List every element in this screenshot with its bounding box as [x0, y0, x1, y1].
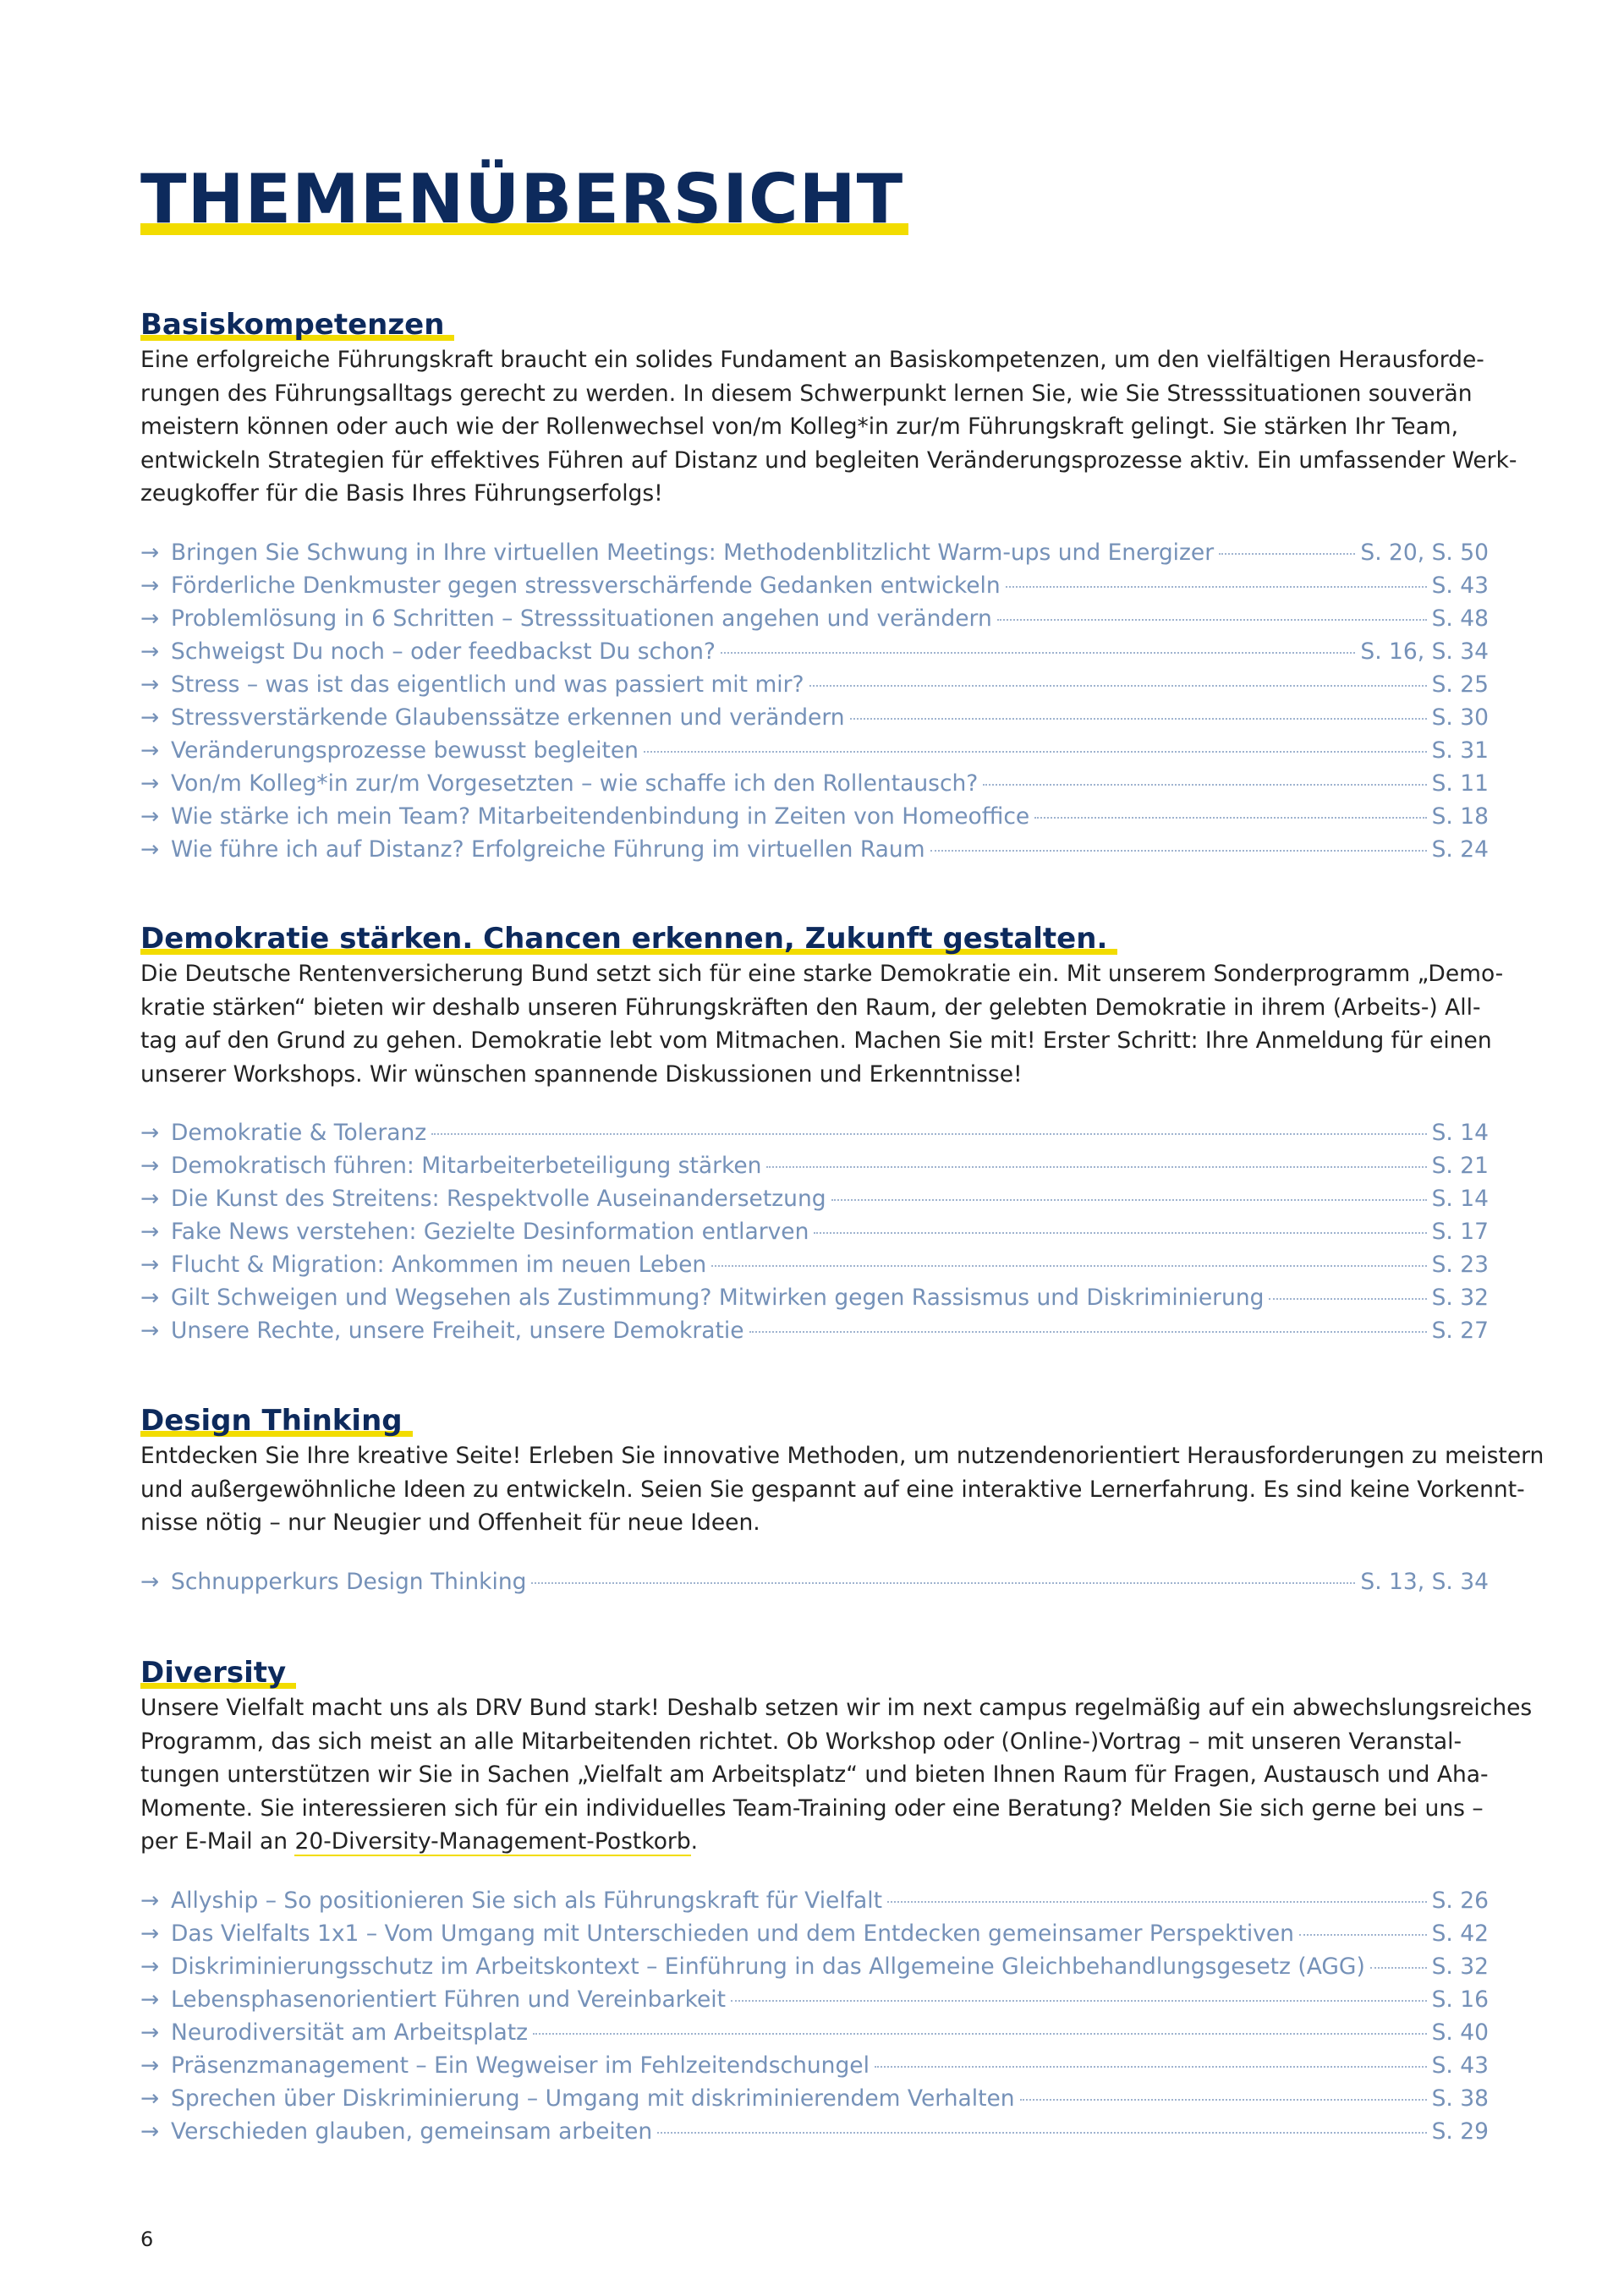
toc-item-label[interactable]: Verschieden glauben, gemeinsam arbeiten	[171, 2118, 653, 2145]
page-title-wrap	[140, 159, 903, 240]
toc-item-page[interactable]: S. 21	[1431, 1153, 1489, 1179]
toc-item-label[interactable]: Veränderungsprozesse bewusst begleiten	[171, 737, 639, 764]
toc-item-label[interactable]: Sprechen über Diskriminierung – Umgang mit diskriminierendem Verhalten	[171, 2085, 1015, 2112]
toc-item-label[interactable]: Schweigst Du noch – oder feedbackst Du schon?	[171, 638, 716, 665]
toc-item[interactable]	[140, 2082, 1489, 2115]
toc-item-page[interactable]: S. 43	[1431, 2052, 1489, 2079]
toc-item-page[interactable]: S. 16, S. 34	[1360, 638, 1489, 665]
page-title: THEMENÜBERSICHT	[140, 160, 904, 238]
arrow-right-icon: →	[140, 1186, 160, 1212]
mail-suffix: .	[690, 1828, 699, 1855]
page-number: 6	[140, 2228, 154, 2251]
dot-leader	[1034, 817, 1426, 819]
toc-item-page[interactable]: S. 40	[1431, 2019, 1489, 2046]
toc-item-label[interactable]: Flucht & Migration: Ankommen im neuen Leben	[171, 1252, 707, 1278]
intro-line: Momente. Sie interessieren sich für ein individuelles Team-Training oder eine Beratung? Melden Sie sich gerne bei uns –	[140, 1795, 1484, 1822]
arrow-right-icon: →	[140, 836, 160, 863]
arrow-right-icon: →	[140, 803, 160, 830]
dot-leader	[814, 1232, 1426, 1234]
arrow-right-icon: →	[140, 1568, 160, 1595]
intro-line: rungen des Führungsalltags gerecht zu werden. In diesem Schwerpunkt lernen Sie, wie Sie Stresssituationen souverän	[140, 380, 1473, 407]
toc-item-page[interactable]: S. 27	[1431, 1318, 1489, 1344]
toc-item-page[interactable]: S. 31	[1431, 737, 1489, 764]
toc-item[interactable]	[140, 734, 1489, 767]
toc-item[interactable]	[140, 833, 1489, 866]
dot-leader	[1269, 1298, 1426, 1300]
arrow-right-icon: →	[140, 2052, 160, 2079]
toc-item[interactable]	[140, 602, 1489, 635]
toc-item[interactable]	[140, 1149, 1489, 1182]
toc-item-label[interactable]: Wie führe ich auf Distanz? Erfolgreiche Führung im virtuellen Raum	[171, 836, 925, 863]
dot-leader	[1006, 586, 1427, 588]
diversity-mail-link[interactable]: 20-Diversity-Management-Postkorb	[294, 1828, 691, 1855]
intro-line: zeugkoffer für die Basis Ihres Führungserfolgs!	[140, 480, 663, 507]
toc-item-page[interactable]: S. 11	[1431, 770, 1489, 797]
dot-leader	[930, 850, 1427, 852]
dot-leader	[531, 1582, 1355, 1584]
intro-line: Unsere Vielfalt macht uns als DRV Bund stark! Deshalb setzen wir im next campus regelmäßig auf ein abwechslungsreiches	[140, 1695, 1533, 1721]
toc-item[interactable]	[140, 1884, 1489, 1917]
toc-list	[140, 536, 1489, 866]
dot-leader	[1020, 2099, 1427, 2101]
toc-item[interactable]	[140, 536, 1489, 569]
intro-line: meistern können oder auch wie der Rollenwechsel von/m Kolleg*in zur/m Führungskraft gelingt. Sie stärken Ihr Team,	[140, 414, 1459, 440]
toc-item[interactable]	[140, 1314, 1489, 1347]
toc-item-page[interactable]: S. 30	[1431, 704, 1489, 731]
intro-line: Entdecken Sie Ihre kreative Seite! Erleben Sie innovative Methoden, um nutzendenorientiert Herausforderungen zu meistern	[140, 1443, 1544, 1469]
dot-leader	[1370, 1967, 1427, 1969]
arrow-right-icon: →	[140, 1285, 160, 1311]
arrow-right-icon: →	[140, 1986, 160, 2013]
intro-line: und außergewöhnliche Ideen zu entwickeln. Seien Sie gespannt auf eine interaktive Lernerfahrung. Es sind keine Vorkennt-	[140, 1476, 1525, 1503]
section-diversity	[140, 1654, 1533, 2148]
toc-item-label[interactable]: Allyship – So positionieren Sie sich als Führungskraft für Vielfalt	[171, 1887, 883, 1914]
toc-item-label[interactable]: Neurodiversität am Arbeitsplatz	[171, 2019, 529, 2046]
toc-item-label[interactable]: Schnupperkurs Design Thinking	[171, 1568, 527, 1595]
toc-item-page[interactable]: S. 16	[1431, 1986, 1489, 2013]
toc-item-label[interactable]: Fake News verstehen: Gezielte Desinformation entlarven	[171, 1219, 809, 1245]
dot-leader	[711, 1265, 1426, 1267]
dot-leader	[766, 1166, 1426, 1168]
arrow-right-icon: →	[140, 1318, 160, 1344]
section-heading-text: Diversity	[140, 1656, 287, 1690]
toc-item-label[interactable]: Lebensphasenorientiert Führen und Vereinbarkeit	[171, 1986, 727, 2013]
section-demokratie	[140, 920, 1504, 1347]
toc-item-page[interactable]: S. 17	[1431, 1219, 1489, 1245]
arrow-right-icon: →	[140, 572, 160, 599]
toc-item[interactable]	[140, 1248, 1489, 1281]
dot-leader	[533, 2033, 1427, 2035]
section-design-thinking	[140, 1402, 1544, 1598]
toc-item-label[interactable]: Präsenzmanagement – Ein Wegweiser im Fehlzeitendschungel	[171, 2052, 870, 2079]
dot-leader	[809, 685, 1427, 687]
toc-list	[140, 1884, 1489, 2148]
arrow-right-icon: →	[140, 1953, 160, 1980]
intro-line: tag auf den Grund zu gehen. Demokratie lebt vom Mitmachen. Machen Sie mit! Erster Schritt: Ihre Anmeldung für einen	[140, 1027, 1492, 1054]
section-basiskompetenzen	[140, 306, 1517, 866]
arrow-right-icon: →	[140, 737, 160, 764]
intro-line: Programm, das sich meist an alle Mitarbeitenden richtet. Ob Workshop oder (Online-)Vortrag – mit unseren Veranstal-	[140, 1728, 1462, 1755]
section-heading-text: Demokratie stärken. Chancen erkennen, Zukunft gestalten.	[140, 922, 1108, 956]
toc-item[interactable]	[140, 1182, 1489, 1215]
toc-item[interactable]	[140, 1215, 1489, 1248]
intro-line: unserer Workshops. Wir wünschen spannende Diskussionen und Erkenntnisse!	[140, 1060, 1023, 1088]
section-heading	[140, 920, 1107, 957]
toc-item-page[interactable]: S. 43	[1431, 572, 1489, 599]
toc-item-page[interactable]: S. 20, S. 50	[1360, 539, 1489, 566]
toc-item-label[interactable]: Problemlösung in 6 Schritten – Stresssituationen angehen und verändern	[171, 605, 992, 632]
toc-item-label[interactable]: Gilt Schweigen und Wegsehen als Zustimmung? Mitwirken gegen Rassismus und Diskriminierung	[171, 1285, 1265, 1311]
toc-item[interactable]	[140, 2016, 1489, 2049]
arrow-right-icon: →	[140, 638, 160, 665]
dot-leader	[997, 619, 1427, 621]
dot-leader	[831, 1199, 1427, 1201]
section-intro	[140, 1691, 1533, 1859]
toc-item-label[interactable]: Demokratisch führen: Mitarbeiterbeteiligung stärken	[171, 1153, 762, 1179]
toc-item[interactable]	[140, 569, 1489, 602]
arrow-right-icon: →	[140, 1920, 160, 1947]
toc-item-label[interactable]: Unsere Rechte, unsere Freiheit, unsere Demokratie	[171, 1318, 744, 1344]
toc-item[interactable]	[140, 1917, 1489, 1950]
toc-item-page[interactable]: S. 48	[1431, 605, 1489, 632]
arrow-right-icon: →	[140, 1120, 160, 1146]
toc-item-page[interactable]: S. 32	[1431, 1285, 1489, 1311]
toc-item-label[interactable]: Wie stärke ich mein Team? Mitarbeitendenbindung in Zeiten von Homeoffice	[171, 803, 1030, 830]
intro-line: nisse nötig – nur Neugier und Offenheit für neue Ideen.	[140, 1510, 760, 1536]
toc-item[interactable]	[140, 2049, 1489, 2082]
dot-leader	[875, 2066, 1427, 2068]
toc-item-label[interactable]: Von/m Kolleg*in zur/m Vorgesetzten – wie schaffe ich den Rollentausch?	[171, 770, 979, 797]
toc-list	[140, 1116, 1489, 1347]
intro-line: kratie stärken“ bieten wir deshalb unseren Führungskräften den Raum, der gelebten Demokratie in ihrem (Arbeits-) All-	[140, 994, 1481, 1021]
dot-leader	[749, 1331, 1427, 1333]
intro-line: Eine erfolgreiche Führungskraft braucht ein solides Fundament an Basiskompetenzen, um den vielfältigen Herausforde-	[140, 347, 1484, 373]
section-intro	[140, 957, 1504, 1091]
toc-item-label[interactable]: Demokratie & Toleranz	[171, 1120, 427, 1146]
toc-item[interactable]	[140, 1950, 1489, 1983]
dot-leader	[431, 1133, 1426, 1135]
toc-item-label[interactable]: Stressverstärkende Glaubenssätze erkennen und verändern	[171, 704, 845, 731]
dot-leader	[731, 2000, 1427, 2002]
toc-item-label[interactable]: Förderliche Denkmuster gegen stressverschärfende Gedanken entwickeln	[171, 572, 1001, 599]
arrow-right-icon: →	[140, 1153, 160, 1179]
arrow-right-icon: →	[140, 2118, 160, 2145]
toc-item-label[interactable]: Diskriminierungsschutz im Arbeitskontext – Einführung in das Allgemeine Gleichbehandlungsgesetz (AGG)	[171, 1953, 1365, 1980]
toc-item-label[interactable]: Die Kunst des Streitens: Respektvolle Auseinandersetzung	[171, 1186, 826, 1212]
dot-leader	[1299, 1934, 1427, 1936]
section-heading-text: Basiskompetenzen	[140, 308, 445, 342]
toc-item[interactable]	[140, 701, 1489, 734]
arrow-right-icon: →	[140, 2019, 160, 2046]
intro-line: Die Deutsche Rentenversicherung Bund setzt sich für eine starke Demokratie ein. Mit unserem Sonderprogramm „Demo-	[140, 961, 1504, 987]
section-heading	[140, 306, 444, 343]
arrow-right-icon: →	[140, 539, 160, 566]
toc-item-page[interactable]: S. 25	[1431, 671, 1489, 698]
dot-leader	[887, 1901, 1427, 1903]
toc-item-page[interactable]: S. 32	[1431, 1953, 1489, 1980]
toc-item-page[interactable]: S. 26	[1431, 1887, 1489, 1914]
toc-item-page[interactable]: S. 18	[1431, 803, 1489, 830]
toc-item[interactable]	[140, 635, 1489, 668]
toc-item-label[interactable]: Bringen Sie Schwung in Ihre virtuellen Meetings: Methodenblitzlicht Warm-ups und Energizer	[171, 539, 1215, 566]
toc-item[interactable]	[140, 767, 1489, 800]
toc-item[interactable]	[140, 1281, 1489, 1314]
section-intro	[140, 343, 1517, 511]
intro-line: tungen unterstützen wir Sie in Sachen „Vielfalt am Arbeitsplatz“ und bieten Ihnen Raum für Fragen, Austausch und Aha-	[140, 1762, 1489, 1788]
dot-leader	[644, 751, 1427, 753]
section-heading-text: Design Thinking	[140, 1404, 403, 1438]
toc-item[interactable]	[140, 800, 1489, 833]
toc-list	[140, 1565, 1489, 1598]
arrow-right-icon: →	[140, 704, 160, 731]
toc-item[interactable]	[140, 668, 1489, 701]
toc-item[interactable]	[140, 2115, 1489, 2148]
arrow-right-icon: →	[140, 605, 160, 632]
arrow-right-icon: →	[140, 1887, 160, 1914]
toc-item-page[interactable]: S. 38	[1431, 2085, 1489, 2112]
toc-item-label[interactable]: Stress – was ist das eigentlich und was passiert mit mir?	[171, 671, 804, 698]
arrow-right-icon: →	[140, 770, 160, 797]
toc-item-label[interactable]: Das Vielfalts 1x1 – Vom Umgang mit Unterschieden und dem Entdecken gemeinsamer Perspektiven	[171, 1920, 1294, 1947]
mail-prefix: per E-Mail an	[140, 1828, 295, 1855]
section-heading	[140, 1402, 403, 1439]
toc-item-page[interactable]: S. 13, S. 34	[1360, 1568, 1489, 1595]
intro-line: entwickeln Strategien für effektives Führen auf Distanz und begleiten Veränderungsprozesse aktiv. Ein umfassender Werk-	[140, 447, 1517, 474]
arrow-right-icon: →	[140, 2085, 160, 2112]
dot-leader	[983, 784, 1426, 786]
toc-item-page[interactable]: S. 42	[1431, 1920, 1489, 1947]
dot-leader	[721, 652, 1355, 654]
toc-item[interactable]	[140, 1565, 1489, 1598]
toc-item[interactable]	[140, 1983, 1489, 2016]
toc-item[interactable]	[140, 1116, 1489, 1149]
dot-leader	[1219, 553, 1355, 555]
toc-item-page[interactable]: S. 14	[1431, 1186, 1489, 1212]
toc-item-page[interactable]: S. 24	[1431, 836, 1489, 863]
dot-leader	[657, 2132, 1426, 2134]
toc-item-page[interactable]: S. 14	[1431, 1120, 1489, 1146]
toc-item-page[interactable]: S. 23	[1431, 1252, 1489, 1278]
dot-leader	[850, 718, 1427, 720]
toc-item-page[interactable]: S. 29	[1431, 2118, 1489, 2145]
arrow-right-icon: →	[140, 671, 160, 698]
section-intro	[140, 1439, 1544, 1540]
arrow-right-icon: →	[140, 1252, 160, 1278]
intro-line-mail	[140, 1825, 1489, 1859]
section-heading	[140, 1654, 286, 1691]
arrow-right-icon: →	[140, 1219, 160, 1245]
